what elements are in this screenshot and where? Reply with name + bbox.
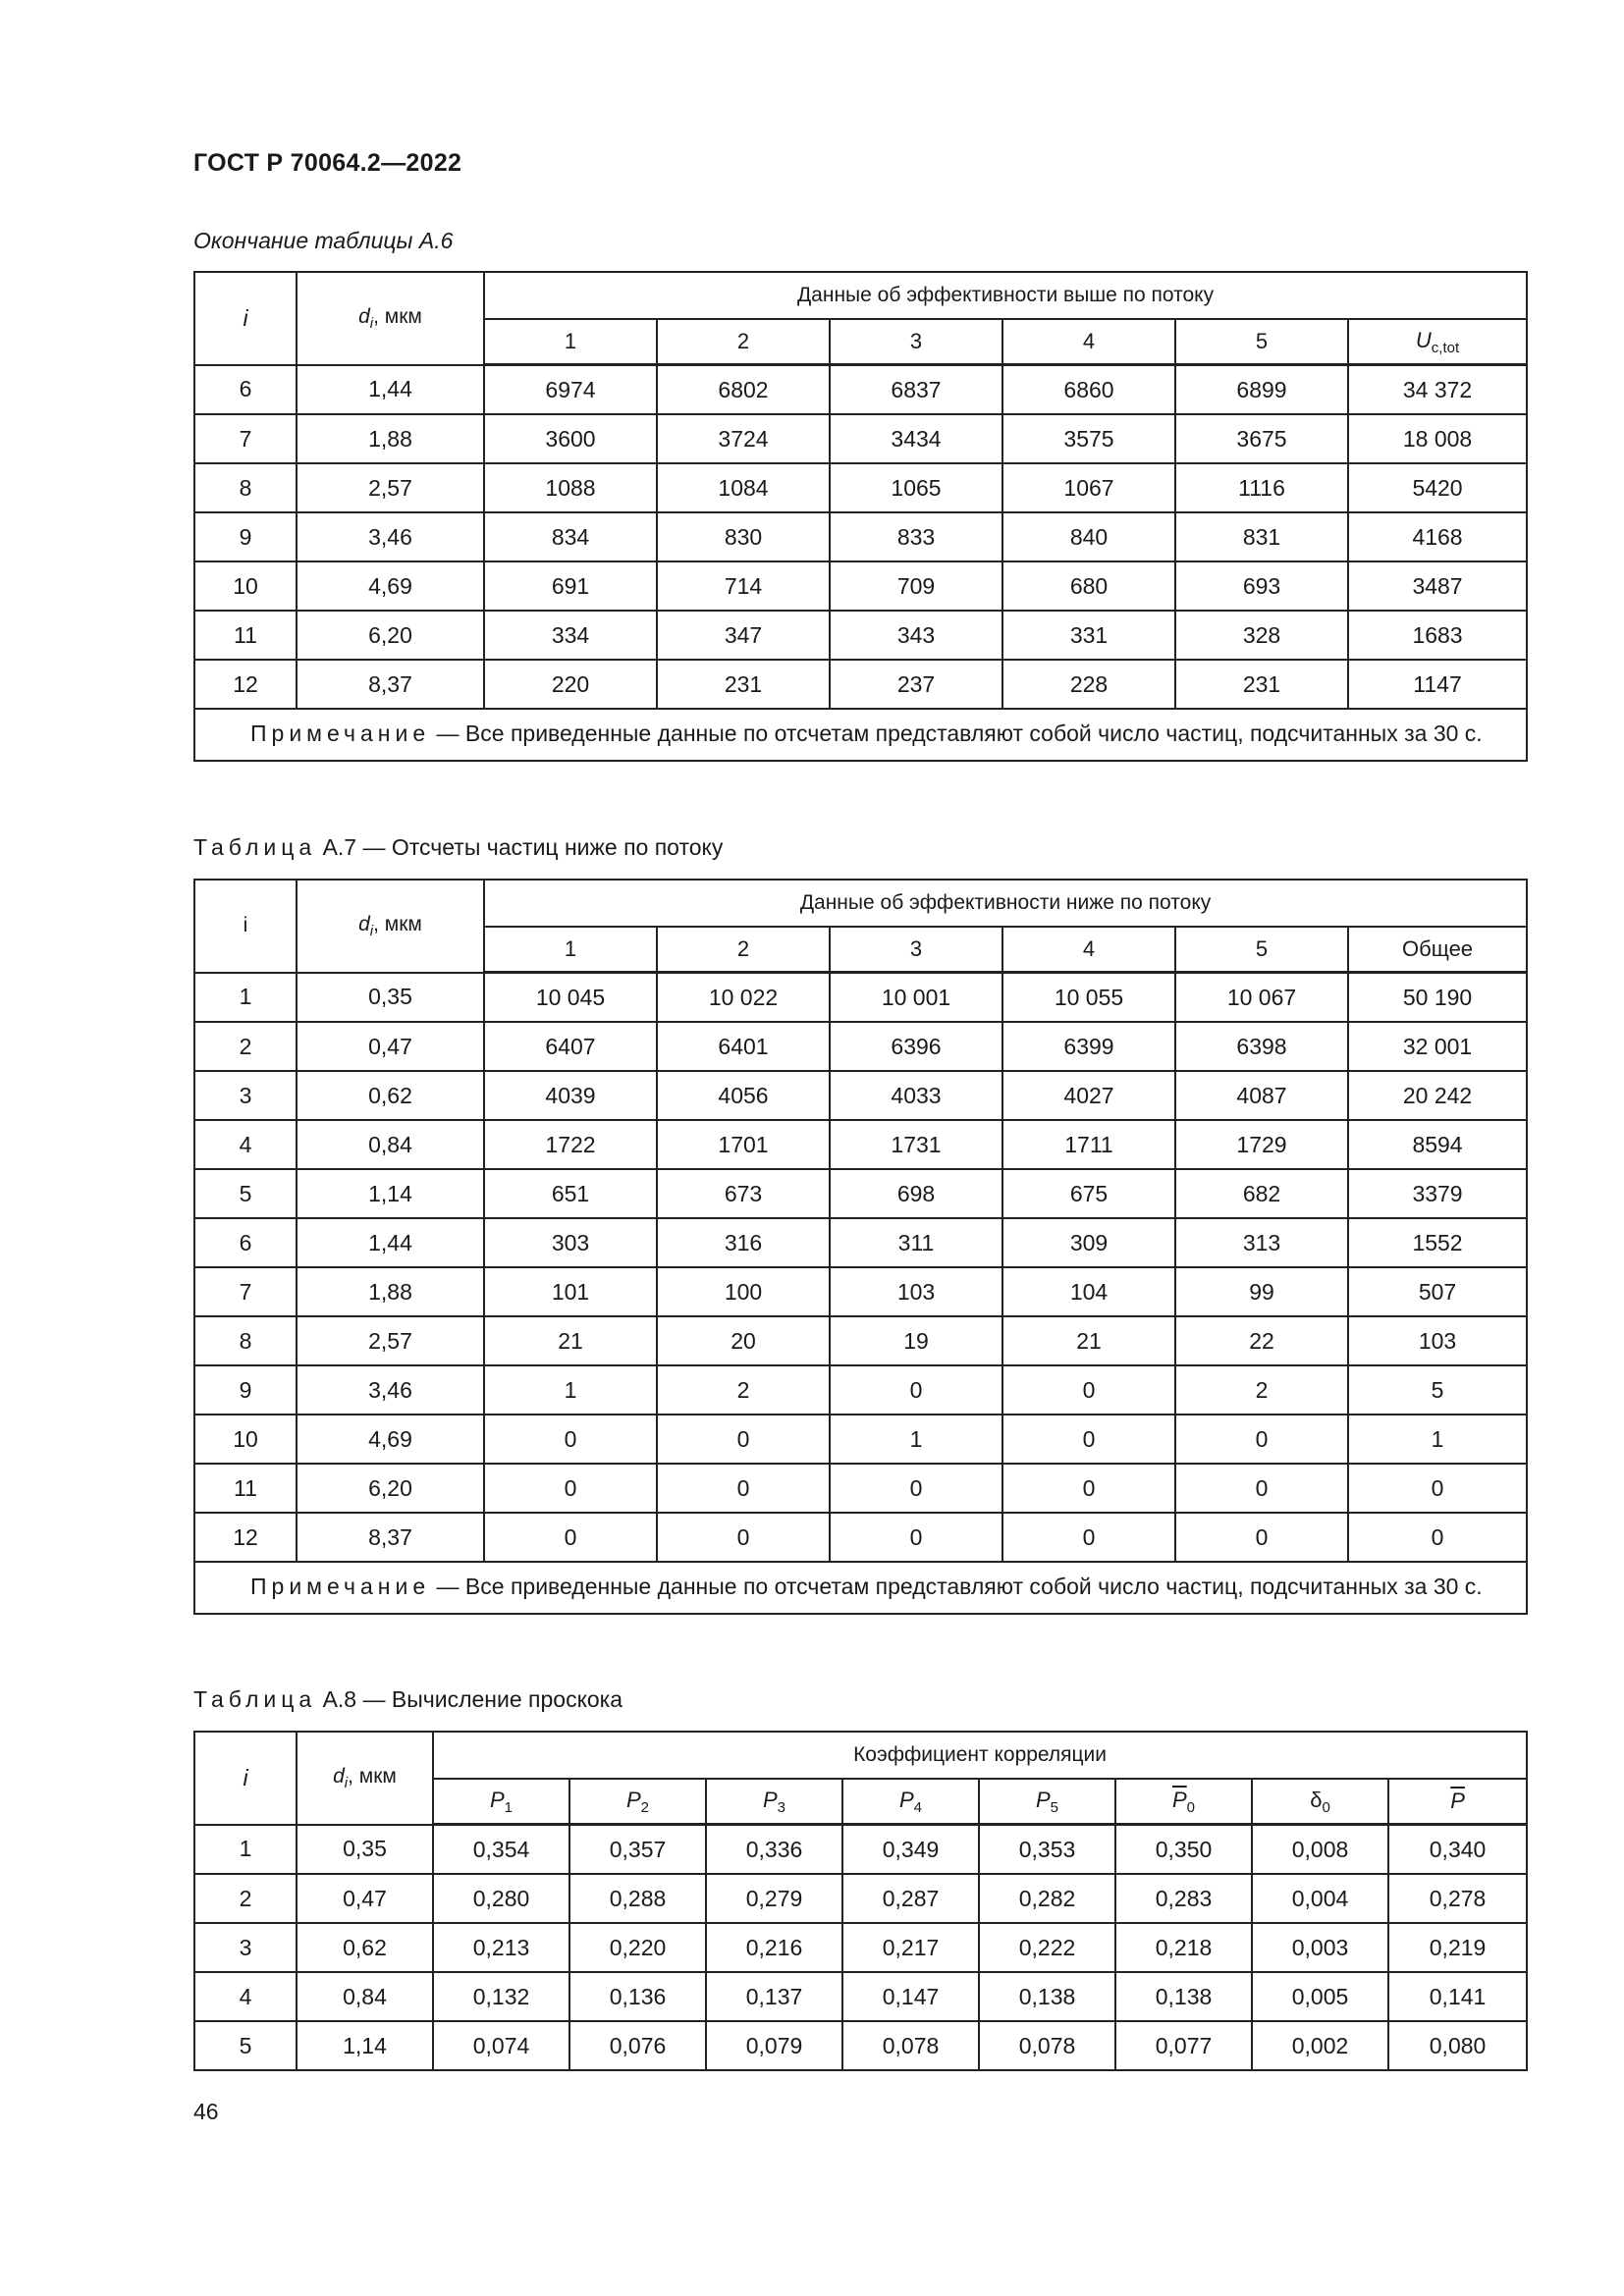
header-group-upstream: Данные об эффективности выше по потоку [484,272,1527,319]
table-cell: 0,074 [433,2021,569,2070]
table-cell: 0,336 [706,1825,842,1875]
table-cell: 3,46 [297,512,484,561]
table-cell: 0,62 [297,1071,484,1120]
header-coef-1: $P_1$ [433,1779,569,1825]
header-group-downstream: Данные об эффективности ниже по потоку [484,880,1527,927]
header-count-3: 3 [830,319,1002,365]
table-row [194,2021,1527,2070]
table-row [194,611,1527,660]
header-total-downstream: Общее [1348,927,1527,973]
table-cell: 21 [1002,1316,1175,1365]
table-cell: 3,46 [297,1365,484,1415]
header-group-correlation: Коэффициент корреляции [433,1732,1527,1779]
table-cell: 6407 [484,1022,657,1071]
table-cell: 1 [1348,1415,1527,1464]
table-cell: 840 [1002,512,1175,561]
table-cell: 3379 [1348,1169,1527,1218]
header-coef-7: $\delta_0$ [1252,1779,1388,1825]
table-a6-caption: Окончание таблицы А.6 [193,228,454,253]
table-cell: 0,353 [979,1825,1115,1875]
table-cell: 0,354 [433,1825,569,1875]
table-cell: 1552 [1348,1218,1527,1267]
table-cell: 21 [484,1316,657,1365]
table-cell: 20 [657,1316,830,1365]
header-coef-8: $\overline{P}$ [1388,1779,1527,1825]
table-cell: 0,138 [979,1972,1115,2021]
table-cell: 680 [1002,561,1175,611]
table-cell: 831 [1175,512,1348,561]
table-cell: 0,147 [842,1972,979,2021]
header-coef-3: $P_3$ [706,1779,842,1825]
table-cell: 3 [194,1923,297,1972]
table-cell: 0,283 [1115,1874,1252,1923]
table-cell: 3575 [1002,414,1175,463]
table-cell: 1,14 [297,1169,484,1218]
table-cell: 347 [657,611,830,660]
table-cell: 6399 [1002,1022,1175,1071]
table-cell: 830 [657,512,830,561]
table-cell: 0 [1348,1513,1527,1562]
table-cell: 0,279 [706,1874,842,1923]
table-cell: 0,350 [1115,1825,1252,1875]
table-cell: 0,137 [706,1972,842,2021]
table-cell: 6802 [657,365,830,415]
table-cell: 1,14 [297,2021,433,2070]
table-cell: 675 [1002,1169,1175,1218]
table-cell: 651 [484,1169,657,1218]
table-cell: 714 [657,561,830,611]
table-cell: 4 [194,1120,297,1169]
table-cell: 6398 [1175,1022,1348,1071]
table-cell: 8594 [1348,1120,1527,1169]
table-cell: 6899 [1175,365,1348,415]
table-cell: 1729 [1175,1120,1348,1169]
table-a7-note: Примечание — Все приведенные данные по отсчетам представляют собой число частиц, подсчитанных за 30 с. [194,1562,1527,1614]
table-cell: 3675 [1175,414,1348,463]
table-cell: 10 055 [1002,973,1175,1023]
table-cell: 0,219 [1388,1923,1527,1972]
table-cell: 10 067 [1175,973,1348,1023]
table-cell: 231 [657,660,830,709]
table-row [194,1071,1527,1120]
table-cell: 507 [1348,1267,1527,1316]
table-cell: 0 [484,1415,657,1464]
table-cell: 6 [194,365,297,415]
table-a6 [193,271,1528,762]
table-cell: 10 022 [657,973,830,1023]
table-cell: 5 [194,1169,297,1218]
table-cell: 1,88 [297,1267,484,1316]
table-cell: 311 [830,1218,1002,1267]
table-cell: 0 [1002,1415,1175,1464]
table-cell: 2 [194,1022,297,1071]
table-cell: 0,078 [979,2021,1115,2070]
table-cell: 1701 [657,1120,830,1169]
table-cell: 0,278 [1388,1874,1527,1923]
table-cell: 1065 [830,463,1002,512]
table-cell: 12 [194,660,297,709]
table-cell: 0,349 [842,1825,979,1875]
header-coef-6: $\overline{P}_0$ [1115,1779,1252,1825]
header-count-5: 5 [1175,927,1348,973]
header-coef-5: $P_5$ [979,1779,1115,1825]
table-cell: 833 [830,512,1002,561]
table-cell: 6974 [484,365,657,415]
table-cell: 0,138 [1115,1972,1252,2021]
table-cell: 6401 [657,1022,830,1071]
table-row [194,973,1527,1023]
table-row [194,1874,1527,1923]
header-count-2: 2 [657,319,830,365]
table-cell: 1 [830,1415,1002,1464]
table-cell: 0 [657,1513,830,1562]
table-cell: 0,005 [1252,1972,1388,2021]
table-cell: 0 [1002,1365,1175,1415]
table-cell: 0,340 [1388,1825,1527,1875]
table-cell: 50 190 [1348,973,1527,1023]
table-cell: 32 001 [1348,1022,1527,1071]
table-row [194,1316,1527,1365]
table-cell: 0,217 [842,1923,979,1972]
table-cell: 18 008 [1348,414,1527,463]
table-cell: 228 [1002,660,1175,709]
table-cell: 5 [194,2021,297,2070]
table-cell: 0,218 [1115,1923,1252,1972]
table-cell: 220 [484,660,657,709]
table-cell: 0,287 [842,1874,979,1923]
table-cell: 9 [194,1365,297,1415]
table-cell: 8,37 [297,1513,484,1562]
table-cell: 1731 [830,1120,1002,1169]
table-cell: 4 [194,1972,297,2021]
table-cell: 34 372 [1348,365,1527,415]
table-cell: 22 [1175,1316,1348,1365]
table-cell: 104 [1002,1267,1175,1316]
table-row [194,1464,1527,1513]
table-cell: 0 [1175,1464,1348,1513]
table-cell: 2 [1175,1365,1348,1415]
table-cell: 0,84 [297,1972,433,2021]
table-cell: 6837 [830,365,1002,415]
table-cell: 0,35 [297,973,484,1023]
table-cell: 673 [657,1169,830,1218]
table-cell: 8 [194,463,297,512]
table-cell: 10 045 [484,973,657,1023]
header-diameter: $d_i$, мкм [297,880,484,973]
header-i: i [194,1732,297,1825]
table-a7-caption: Таблица А.7 — Отсчеты частиц ниже по потоку [193,834,724,860]
table-cell: 0,080 [1388,2021,1527,2070]
table-cell: 0 [484,1513,657,1562]
table-cell: 0 [657,1415,830,1464]
table-cell: 0 [1175,1415,1348,1464]
table-row [194,512,1527,561]
table-cell: 11 [194,611,297,660]
table-cell: 0 [657,1464,830,1513]
table-cell: 331 [1002,611,1175,660]
table-cell: 0,077 [1115,2021,1252,2070]
header-count-1: 1 [484,927,657,973]
header-count-4: 4 [1002,927,1175,973]
table-cell: 0,47 [297,1874,433,1923]
table-cell: 10 [194,1415,297,1464]
table-cell: 5 [1348,1365,1527,1415]
table-cell: 4,69 [297,561,484,611]
table-cell: 4033 [830,1071,1002,1120]
table-cell: 834 [484,512,657,561]
table-cell: 10 001 [830,973,1002,1023]
table-cell: 4,69 [297,1415,484,1464]
header-i: i [194,272,297,365]
table-cell: 0,62 [297,1923,433,1972]
table-row [194,1120,1527,1169]
table-row [194,1267,1527,1316]
table-cell: 0 [830,1513,1002,1562]
table-row [194,1513,1527,1562]
table-cell: 3434 [830,414,1002,463]
table-cell: 2,57 [297,463,484,512]
header-diameter: $d_i$, мкм [297,1732,433,1825]
table-cell: 231 [1175,660,1348,709]
table-cell: 0,84 [297,1120,484,1169]
table-cell: 0,282 [979,1874,1115,1923]
table-a8 [193,1731,1528,2071]
table-cell: 6,20 [297,1464,484,1513]
table-cell: 103 [1348,1316,1527,1365]
table-cell: 20 242 [1348,1071,1527,1120]
table-cell: 9 [194,512,297,561]
table-cell: 682 [1175,1169,1348,1218]
table-cell: 0,220 [569,1923,706,1972]
table-cell: 303 [484,1218,657,1267]
table-cell: 8,37 [297,660,484,709]
table-cell: 6396 [830,1022,1002,1071]
table-cell: 1,44 [297,1218,484,1267]
table-cell: 101 [484,1267,657,1316]
table-cell: 0,008 [1252,1825,1388,1875]
table-cell: 0,288 [569,1874,706,1923]
table-cell: 0,216 [706,1923,842,1972]
table-cell: 0,47 [297,1022,484,1071]
table-row [194,1169,1527,1218]
table-cell: 1147 [1348,660,1527,709]
table-cell: 4087 [1175,1071,1348,1120]
table-cell: 0,136 [569,1972,706,2021]
table-cell: 693 [1175,561,1348,611]
table-cell: 0 [830,1464,1002,1513]
table-cell: 6860 [1002,365,1175,415]
table-cell: 709 [830,561,1002,611]
table-cell: 5420 [1348,463,1527,512]
table-cell: 1 [484,1365,657,1415]
page-number: 46 [193,2099,219,2124]
header-coef-2: $P_2$ [569,1779,706,1825]
table-row [194,1825,1527,1875]
header-count-2: 2 [657,927,830,973]
table-cell: 691 [484,561,657,611]
header-count-5: 5 [1175,319,1348,365]
table-row [194,561,1527,611]
table-cell: 1116 [1175,463,1348,512]
table-cell: 2 [194,1874,297,1923]
table-cell: 316 [657,1218,830,1267]
table-cell: 99 [1175,1267,1348,1316]
table-cell: 0,076 [569,2021,706,2070]
table-cell: 4039 [484,1071,657,1120]
table-cell: 6,20 [297,611,484,660]
table-cell: 4056 [657,1071,830,1120]
table-cell: 1683 [1348,611,1527,660]
table-cell: 0,222 [979,1923,1115,1972]
table-cell: 3600 [484,414,657,463]
table-cell: 2 [657,1365,830,1415]
table-cell: 3487 [1348,561,1527,611]
table-row [194,1415,1527,1464]
table-cell: 1 [194,973,297,1023]
header-coef-4: $P_4$ [842,1779,979,1825]
table-cell: 0,280 [433,1874,569,1923]
table-cell: 1067 [1002,463,1175,512]
table-cell: 6 [194,1218,297,1267]
table-cell: 334 [484,611,657,660]
table-cell: 313 [1175,1218,1348,1267]
table-cell: 100 [657,1267,830,1316]
table-cell: 698 [830,1169,1002,1218]
table-cell: 0 [830,1365,1002,1415]
table-cell: 0,003 [1252,1923,1388,1972]
table-a7 [193,879,1528,1615]
table-row [194,1022,1527,1071]
table-row [194,1972,1527,2021]
table-cell: 19 [830,1316,1002,1365]
table-a8-caption: Таблица А.8 — Вычисление проскока [193,1686,623,1712]
table-cell: 0,357 [569,1825,706,1875]
table-cell: 10 [194,561,297,611]
table-cell: 0,35 [297,1825,433,1875]
table-cell: 0,079 [706,2021,842,2070]
table-cell: 0 [1002,1513,1175,1562]
table-cell: 309 [1002,1218,1175,1267]
header-i: i [194,880,297,973]
header-total-upstream: $U_{c,tot}$ [1348,319,1527,365]
table-row [194,1923,1527,1972]
table-cell: 1 [194,1825,297,1875]
header-count-3: 3 [830,927,1002,973]
table-cell: 1,44 [297,365,484,415]
header-count-4: 4 [1002,319,1175,365]
table-cell: 0,004 [1252,1874,1388,1923]
table-cell: 1722 [484,1120,657,1169]
table-row [194,1365,1527,1415]
table-cell: 343 [830,611,1002,660]
table-cell: 1088 [484,463,657,512]
table-a6-note: Примечание — Все приведенные данные по отсчетам представляют собой число частиц, подсчитанных за 30 с. [194,709,1527,761]
table-cell: 0,132 [433,1972,569,2021]
table-cell: 11 [194,1464,297,1513]
table-cell: 3 [194,1071,297,1120]
table-cell: 1084 [657,463,830,512]
table-cell: 4168 [1348,512,1527,561]
table-cell: 7 [194,1267,297,1316]
table-cell: 1711 [1002,1120,1175,1169]
table-cell: 3724 [657,414,830,463]
table-cell: 4027 [1002,1071,1175,1120]
table-cell: 328 [1175,611,1348,660]
table-cell: 0 [1175,1513,1348,1562]
table-cell: 8 [194,1316,297,1365]
table-cell: 0 [1348,1464,1527,1513]
header-diameter: $d_i$, мкм [297,272,484,365]
table-cell: 0 [1002,1464,1175,1513]
table-row [194,414,1527,463]
table-cell: 237 [830,660,1002,709]
document-code: ГОСТ Р 70064.2—2022 [193,149,462,177]
table-cell: 103 [830,1267,1002,1316]
table-cell: 7 [194,414,297,463]
table-row [194,660,1527,709]
table-cell: 2,57 [297,1316,484,1365]
table-row [194,365,1527,415]
table-cell: 0,002 [1252,2021,1388,2070]
table-cell: 0,213 [433,1923,569,1972]
table-cell: 12 [194,1513,297,1562]
table-cell: 1,88 [297,414,484,463]
table-row [194,463,1527,512]
table-row [194,1218,1527,1267]
header-count-1: 1 [484,319,657,365]
table-cell: 0 [484,1464,657,1513]
table-cell: 0,078 [842,2021,979,2070]
table-cell: 0,141 [1388,1972,1527,2021]
